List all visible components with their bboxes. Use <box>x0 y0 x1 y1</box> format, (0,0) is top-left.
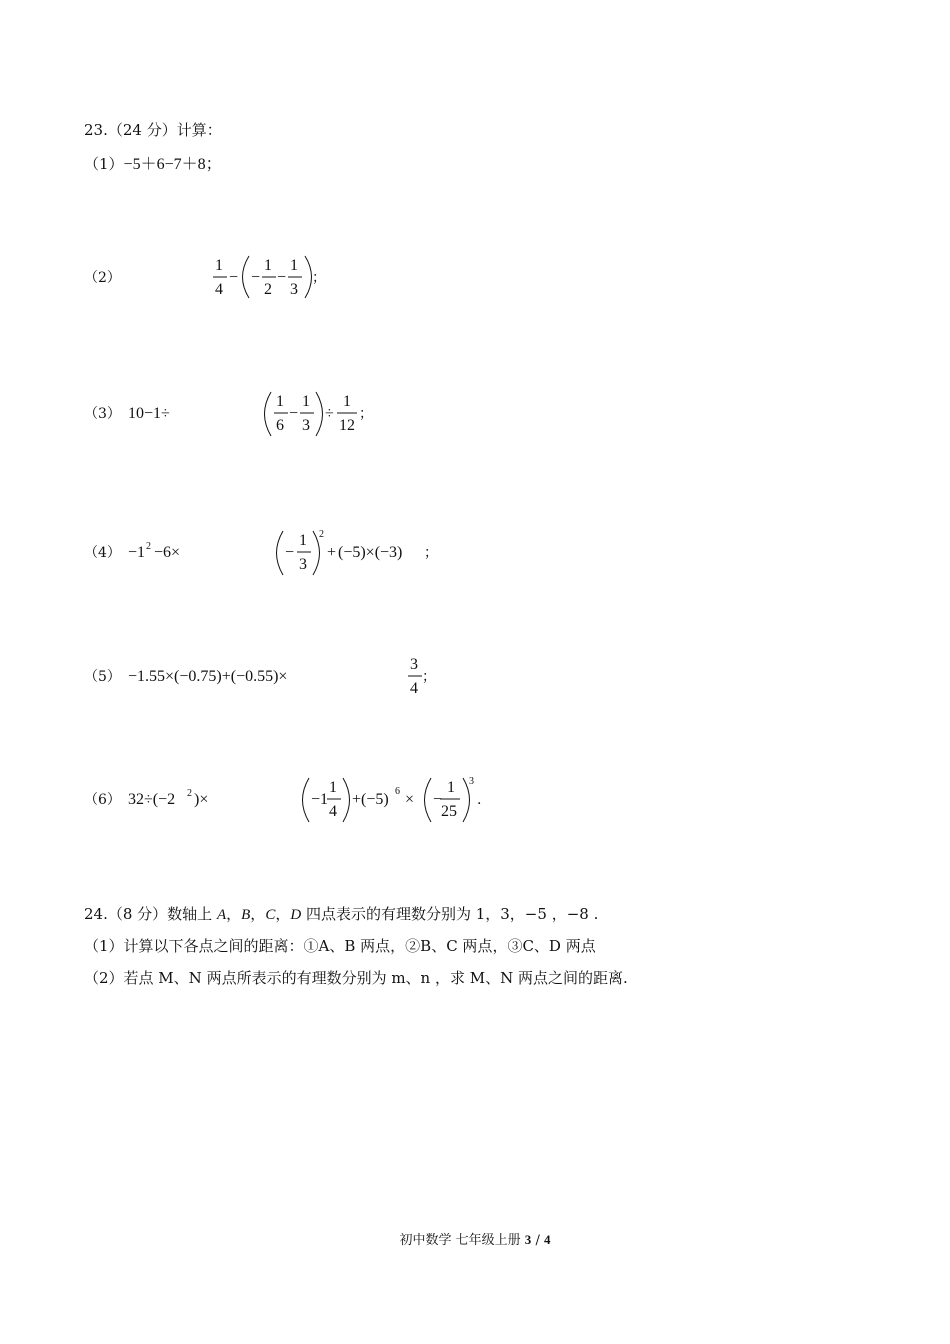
q23-item-6-label: （6） <box>84 792 121 808</box>
svg-text:1: 1 <box>299 532 307 549</box>
svg-text:1: 1 <box>276 393 284 410</box>
q23-item-1-label: （1） <box>84 155 124 173</box>
q23-item-1 <box>84 154 222 175</box>
svg-text:2: 2 <box>146 541 151 552</box>
q24-part-2: （2）若点 M、N 两点所表示的有理数分别为 m、n ，求 M、N 两点之间的距离. <box>84 969 628 987</box>
q23-item-3-tail: ； <box>359 406 373 422</box>
svg-text:1: 1 <box>290 257 298 274</box>
q24-part-1: （1）计算以下各点之间的距离：①A、B 两点，②B、C 两点，③C、D 两点 <box>84 937 596 955</box>
svg-text:6: 6 <box>395 786 400 797</box>
q24-header: 24.（8 分）数轴上 A，B，C，D 四点表示的有理数分别为 1，3，−5 ，−8 . <box>84 905 599 923</box>
svg-text:)×: )× <box>194 791 209 808</box>
svg-text:1: 1 <box>264 257 272 274</box>
q23-item-4 <box>84 527 438 579</box>
q23-item-1-expr: −5＋6−7＋8； <box>123 156 222 173</box>
page-footer <box>0 1229 950 1248</box>
svg-text:4: 4 <box>410 680 418 697</box>
svg-text:3: 3 <box>469 776 474 787</box>
svg-text:×: × <box>405 791 415 808</box>
svg-text:+: + <box>327 544 337 561</box>
q23-item-5-tail: ； <box>422 669 436 685</box>
svg-text:−: − <box>285 544 295 561</box>
svg-text:3: 3 <box>410 656 418 673</box>
page-number: 3 <box>524 1232 532 1247</box>
svg-text:2: 2 <box>319 529 324 540</box>
frac-num: 1 <box>215 257 223 274</box>
page-total: 4 <box>543 1232 551 1247</box>
svg-text:−: − <box>433 791 443 808</box>
q23-item-3-label: （3） <box>84 406 121 422</box>
q23-item-3 <box>84 389 373 439</box>
frac-den: 4 <box>215 281 223 298</box>
svg-text:(−5)×(−3): (−5)×(−3) <box>338 544 403 561</box>
svg-text:−1: −1 <box>128 544 146 561</box>
point-b: B <box>241 907 251 923</box>
svg-text:1: 1 <box>343 393 351 410</box>
svg-text:−: − <box>289 405 299 422</box>
q23-header: 23.（24 分）计算： <box>84 121 222 139</box>
svg-text:10−1÷: 10−1÷ <box>128 405 170 422</box>
svg-text:6: 6 <box>276 417 284 434</box>
svg-text:−: − <box>229 269 239 286</box>
svg-text:3: 3 <box>299 556 307 573</box>
svg-text:3: 3 <box>302 417 310 434</box>
svg-text:3: 3 <box>290 281 298 298</box>
page-separator: / <box>535 1233 540 1248</box>
q23-item-4-label: （4） <box>84 545 121 561</box>
q23-item-6-tail: . <box>477 792 482 808</box>
svg-text:12: 12 <box>339 417 355 434</box>
svg-text:−1: −1 <box>311 791 329 808</box>
point-d: D <box>290 907 302 923</box>
svg-text:25: 25 <box>441 803 457 820</box>
q23-item-6 <box>84 774 482 826</box>
q23-item-2-tail: ； <box>312 270 326 286</box>
point-c: C <box>265 907 276 923</box>
svg-text:2: 2 <box>264 281 272 298</box>
svg-text:1: 1 <box>302 393 310 410</box>
svg-text:1: 1 <box>329 779 337 796</box>
q23-item-2-label: （2） <box>84 270 121 286</box>
svg-text:+(−5): +(−5) <box>352 791 389 808</box>
q23-item-4-tail: ； <box>424 545 438 561</box>
q23-item-5-label: （5） <box>84 669 121 685</box>
svg-text:−: − <box>277 269 287 286</box>
svg-text:÷: ÷ <box>325 405 334 422</box>
svg-text:−: − <box>251 269 261 286</box>
svg-text:1: 1 <box>447 779 455 796</box>
q23-item-5 <box>84 652 436 702</box>
q23-item-2 <box>84 252 326 302</box>
svg-text:4: 4 <box>329 803 337 820</box>
svg-text:2: 2 <box>187 788 192 799</box>
footer-title: 初中数学 七年级上册 <box>399 1233 521 1248</box>
svg-text:−1.55×(−0.75)+(−0.55)×: −1.55×(−0.75)+(−0.55)× <box>128 668 288 685</box>
svg-text:32÷(−2: 32÷(−2 <box>128 791 176 808</box>
svg-text:−6×: −6× <box>154 544 181 561</box>
point-a: A <box>216 907 227 923</box>
